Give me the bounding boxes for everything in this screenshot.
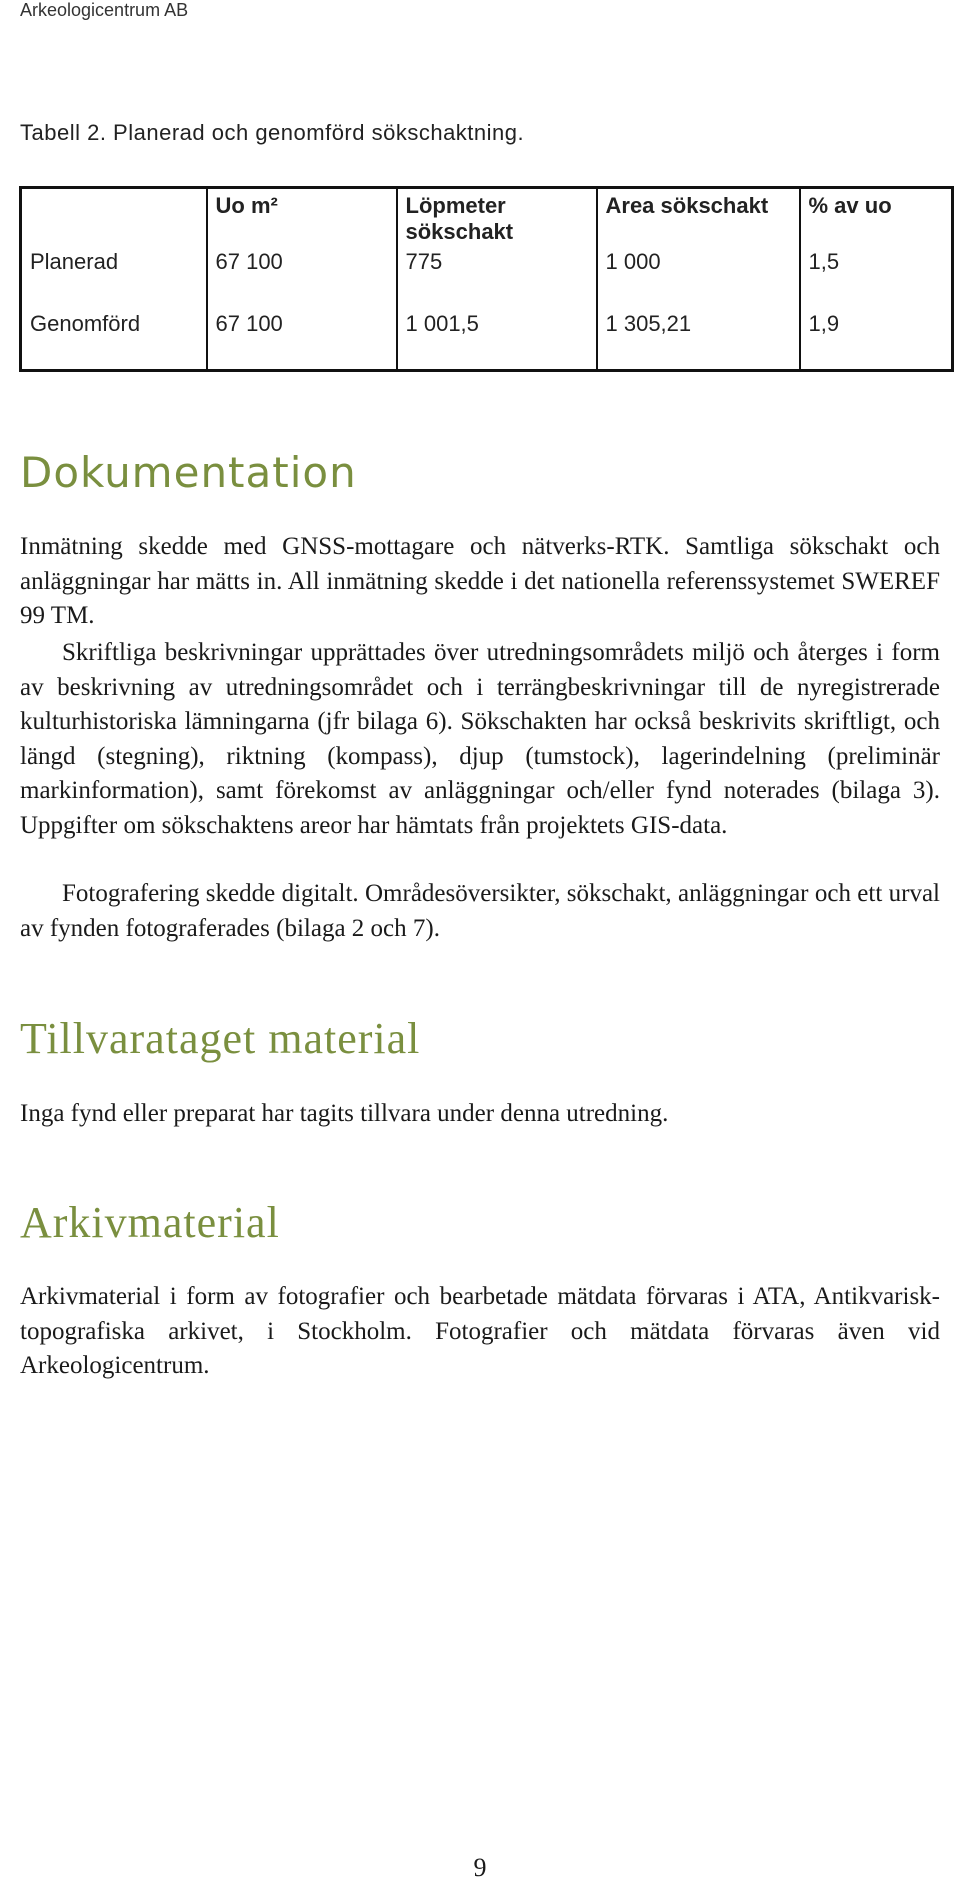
table-caption: Tabell 2. Planerad och genomförd sökschaktning.: [20, 120, 525, 145]
column-header: [21, 188, 207, 246]
dokumentation-paragraph-2: Skriftliga beskrivningar upprättades över utredningsområdets miljö och återges i form av beskrivning av utredningsområdet och i terrängbeskrivningar till de nyregistrerade kulturhistoriska lämningarna (jfr bilaga 6). Sökschakten har också beskrivits skriftligt, och längd (stegning), riktning (kompass), djup (tumstock), lagerindelning (preliminär markinformation), samt förekomst av anläggningar och/eller fynd noterades (bilaga 3). Uppgifter om sökschaktens areor har hämtats från projektets GIS-data.: [20, 639, 940, 839]
table-cell: 1,9: [800, 307, 953, 371]
table-row: [21, 245, 953, 307]
section-heading-dokumentation: Dokumentation: [20, 448, 357, 497]
table-cell: 1,5: [800, 245, 953, 307]
section-heading-tillvarataget: Tillvarataget material: [20, 1014, 421, 1063]
section-heading-arkivmaterial: Arkivmaterial: [20, 1198, 280, 1247]
table-cell: 1 000: [597, 245, 800, 307]
dokumentation-paragraph-1: Inmätning skedde med GNSS-mottagare och nätverks-RTK. Samtliga sökschakt och anläggningar har mätts in. All inmätning skedde i det nationella referenssystemet SWEREF 99 TM.: [20, 533, 940, 629]
table-header-row: [21, 188, 953, 246]
table-cell: 67 100: [207, 307, 397, 371]
column-header: Uo m²: [207, 188, 397, 246]
results-table: [19, 186, 954, 372]
table-cell: 1 305,21: [597, 307, 800, 371]
tillvarataget-text: Inga fynd eller preparat har tagits tillvara under denna utredning.: [20, 1100, 669, 1127]
row-label: Planerad: [30, 249, 119, 274]
table-cell: 775: [397, 245, 597, 307]
table-cell: 1 001,5: [397, 307, 597, 371]
column-header: Area sökschakt: [597, 188, 800, 246]
table-cell: 67 100: [207, 245, 397, 307]
page-number: 9: [473, 1853, 487, 1882]
dokumentation-paragraph-3: Fotografering skedde digitalt. Områdesöversikter, sökschakt, anläggningar och ett urval av fynden fotograferades (bilaga 2 och 7).: [20, 880, 940, 942]
document-header: Arkeologicentrum AB: [20, 0, 189, 20]
column-header: % av uo: [800, 188, 953, 246]
table-row: [21, 307, 953, 371]
row-label: Genomförd: [30, 311, 141, 336]
column-header: Löpmeter sökschakt: [397, 188, 597, 246]
arkivmaterial-text: Arkivmaterial i form av fotografier och bearbetade mätdata förvaras i ATA, Antikvarisk-topografiska arkivet, i Stockholm. Fotografier och mätdata förvaras även vid Arkeologicentrum.: [20, 1283, 940, 1379]
